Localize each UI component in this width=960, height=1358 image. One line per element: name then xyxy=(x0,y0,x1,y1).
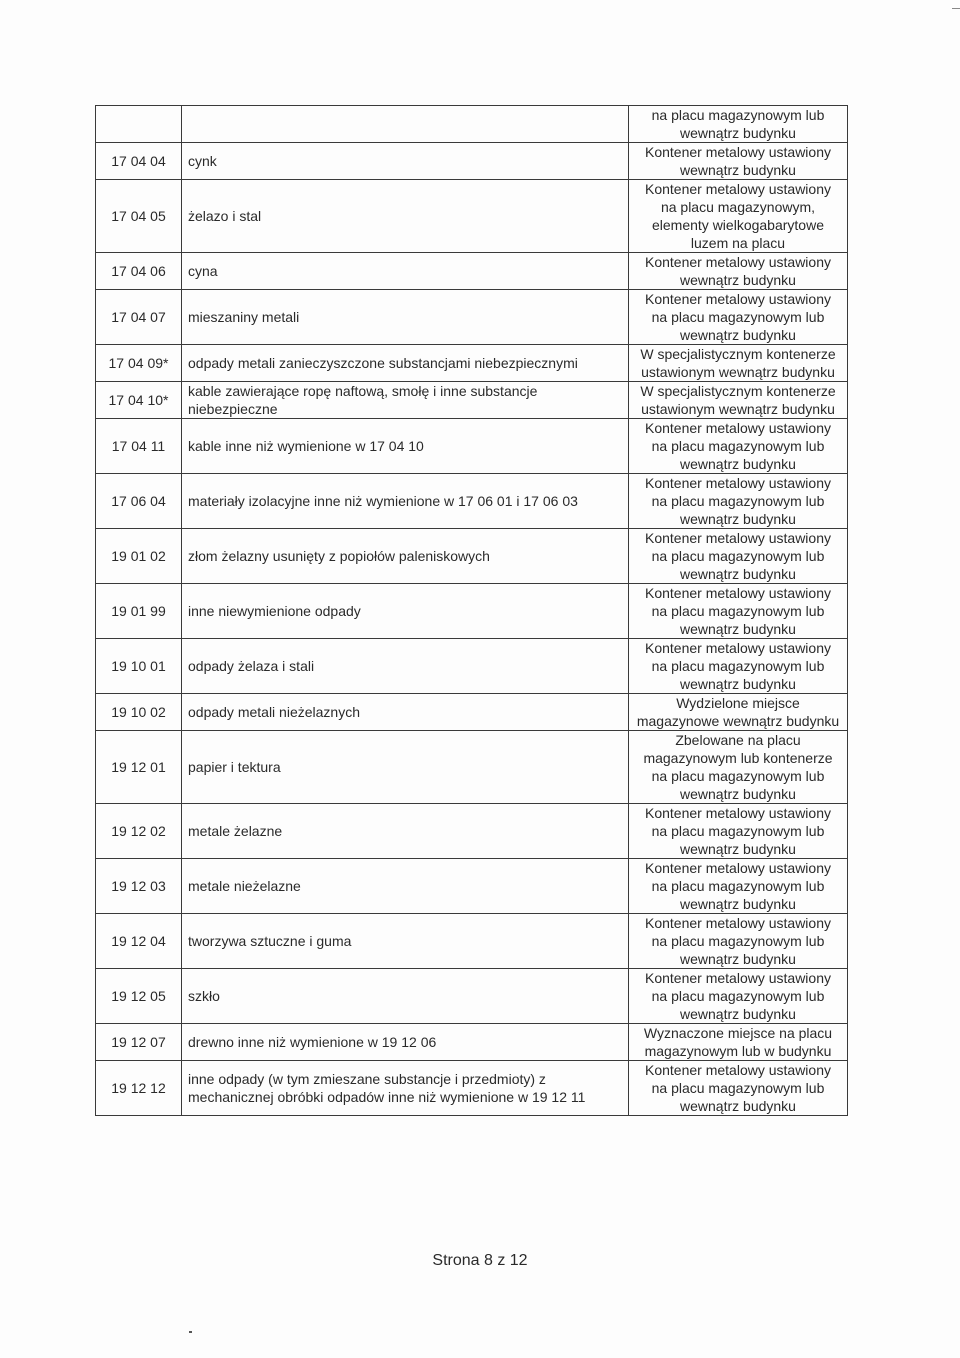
waste-name-cell: odpady żelaza i stali xyxy=(182,639,629,694)
waste-code-cell: 19 12 01 xyxy=(96,731,182,804)
waste-name-cell: inne odpady (w tym zmieszane substancje i przedmioty) z mechanicznej obróbki odpadów inne niż wymienione w 19 12 11 xyxy=(182,1061,629,1116)
waste-name-cell: materiały izolacyjne inne niż wymienione w 17 06 01 i 17 06 03 xyxy=(182,474,629,529)
waste-code-cell: 17 04 06 xyxy=(96,253,182,290)
storage-place-cell: Kontener metalowy ustawiony na placu magazynowym lub wewnątrz budynku xyxy=(629,804,848,859)
storage-place-cell: Kontener metalowy ustawiony na placu magazynowym lub wewnątrz budynku xyxy=(629,859,848,914)
waste-name-cell: inne niewymienione odpady xyxy=(182,584,629,639)
waste-name-cell: odpady metali nieżelaznych xyxy=(182,694,629,731)
table-row xyxy=(96,694,848,731)
waste-name-cell: metale żelazne xyxy=(182,804,629,859)
waste-name-cell: szkło xyxy=(182,969,629,1024)
storage-place-cell: Kontener metalowy ustawiony na placu magazynowym lub wewnątrz budynku xyxy=(629,914,848,969)
table-row xyxy=(96,1061,848,1116)
table-row xyxy=(96,859,848,914)
waste-code-cell: 17 04 04 xyxy=(96,143,182,180)
table-row xyxy=(96,345,848,382)
waste-code-cell: 19 01 02 xyxy=(96,529,182,584)
waste-code-cell: 19 12 04 xyxy=(96,914,182,969)
scan-edge-mark xyxy=(952,8,960,9)
table-row xyxy=(96,419,848,474)
table-row xyxy=(96,529,848,584)
waste-name-cell: cyna xyxy=(182,253,629,290)
waste-name-cell: metale nieżelazne xyxy=(182,859,629,914)
waste-name-cell: drewno inne niż wymienione w 19 12 06 xyxy=(182,1024,629,1061)
storage-place-cell: Kontener metalowy ustawiony na placu magazynowym lub wewnątrz budynku xyxy=(629,419,848,474)
waste-storage-table xyxy=(95,105,848,1116)
storage-place-cell: Kontener metalowy ustawiony na placu magazynowym lub wewnątrz budynku xyxy=(629,529,848,584)
storage-place-cell: Wydzielone miejsce magazynowe wewnątrz budynku xyxy=(629,694,848,731)
table-row xyxy=(96,1024,848,1061)
waste-code-cell: 17 04 07 xyxy=(96,290,182,345)
waste-code-cell: 17 04 10* xyxy=(96,382,182,419)
waste-code-cell: 17 04 09* xyxy=(96,345,182,382)
storage-place-cell: Kontener metalowy ustawiony na placu magazynowym lub wewnątrz budynku xyxy=(629,584,848,639)
waste-name-cell: cynk xyxy=(182,143,629,180)
waste-code-cell: 17 04 05 xyxy=(96,180,182,253)
storage-place-cell: Kontener metalowy ustawiony na placu magazynowym lub wewnątrz budynku xyxy=(629,290,848,345)
waste-code-cell: 17 06 04 xyxy=(96,474,182,529)
waste-name-cell: odpady metali zanieczyszczone substancjami niebezpiecznymi xyxy=(182,345,629,382)
storage-place-cell: Kontener metalowy ustawiony na placu magazynowym lub wewnątrz budynku xyxy=(629,639,848,694)
waste-code-cell: 19 01 99 xyxy=(96,584,182,639)
waste-name-cell: żelazo i stal xyxy=(182,180,629,253)
table-row xyxy=(96,290,848,345)
table-row xyxy=(96,914,848,969)
waste-code-cell xyxy=(96,106,182,143)
waste-name-cell: tworzywa sztuczne i guma xyxy=(182,914,629,969)
waste-code-cell: 17 04 11 xyxy=(96,419,182,474)
waste-name-cell: kable inne niż wymienione w 17 04 10 xyxy=(182,419,629,474)
waste-name-cell: kable zawierające ropę naftową, smołę i inne substancje niebezpieczne xyxy=(182,382,629,419)
table-row xyxy=(96,804,848,859)
waste-name-cell xyxy=(182,106,629,143)
storage-place-cell: Kontener metalowy ustawiony na placu magazynowym lub wewnątrz budynku xyxy=(629,474,848,529)
storage-place-cell: Zbelowane na placu magazynowym lub kontenerze na placu magazynowym lub wewnątrz budynku xyxy=(629,731,848,804)
table-row xyxy=(96,639,848,694)
waste-code-cell: 19 12 12 xyxy=(96,1061,182,1116)
waste-table-body xyxy=(96,106,848,1116)
storage-place-cell: W specjalistycznym kontenerze ustawionym wewnątrz budynku xyxy=(629,345,848,382)
scan-dot-mark xyxy=(189,1331,192,1333)
table-row xyxy=(96,584,848,639)
storage-place-cell: Kontener metalowy ustawiony na placu magazynowym lub wewnątrz budynku xyxy=(629,969,848,1024)
storage-place-cell: Wyznaczone miejsce na placu magazynowym lub w budynku xyxy=(629,1024,848,1061)
waste-code-cell: 19 10 02 xyxy=(96,694,182,731)
storage-place-cell: na placu magazynowym lub wewnątrz budynku xyxy=(629,106,848,143)
table-row xyxy=(96,731,848,804)
storage-place-cell: Kontener metalowy ustawiony na placu magazynowym, elementy wielkogabarytowe luzem na placu xyxy=(629,180,848,253)
table-row xyxy=(96,474,848,529)
page-number: Strona 8 z 12 xyxy=(432,1252,528,1269)
table-row xyxy=(96,969,848,1024)
waste-name-cell: złom żelazny usunięty z popiołów paleniskowych xyxy=(182,529,629,584)
storage-place-cell: W specjalistycznym kontenerze ustawionym wewnątrz budynku xyxy=(629,382,848,419)
waste-name-cell: mieszaniny metali xyxy=(182,290,629,345)
table-row xyxy=(96,180,848,253)
storage-place-cell: Kontener metalowy ustawiony wewnątrz budynku xyxy=(629,143,848,180)
table-row xyxy=(96,253,848,290)
waste-code-cell: 19 12 02 xyxy=(96,804,182,859)
waste-code-cell: 19 12 05 xyxy=(96,969,182,1024)
waste-code-cell: 19 10 01 xyxy=(96,639,182,694)
waste-code-cell: 19 12 07 xyxy=(96,1024,182,1061)
table-row xyxy=(96,106,848,143)
storage-place-cell: Kontener metalowy ustawiony wewnątrz budynku xyxy=(629,253,848,290)
table-row xyxy=(96,143,848,180)
waste-name-cell: papier i tektura xyxy=(182,731,629,804)
waste-code-cell: 19 12 03 xyxy=(96,859,182,914)
table-row xyxy=(96,382,848,419)
storage-place-cell: Kontener metalowy ustawiony na placu magazynowym lub wewnątrz budynku xyxy=(629,1061,848,1116)
